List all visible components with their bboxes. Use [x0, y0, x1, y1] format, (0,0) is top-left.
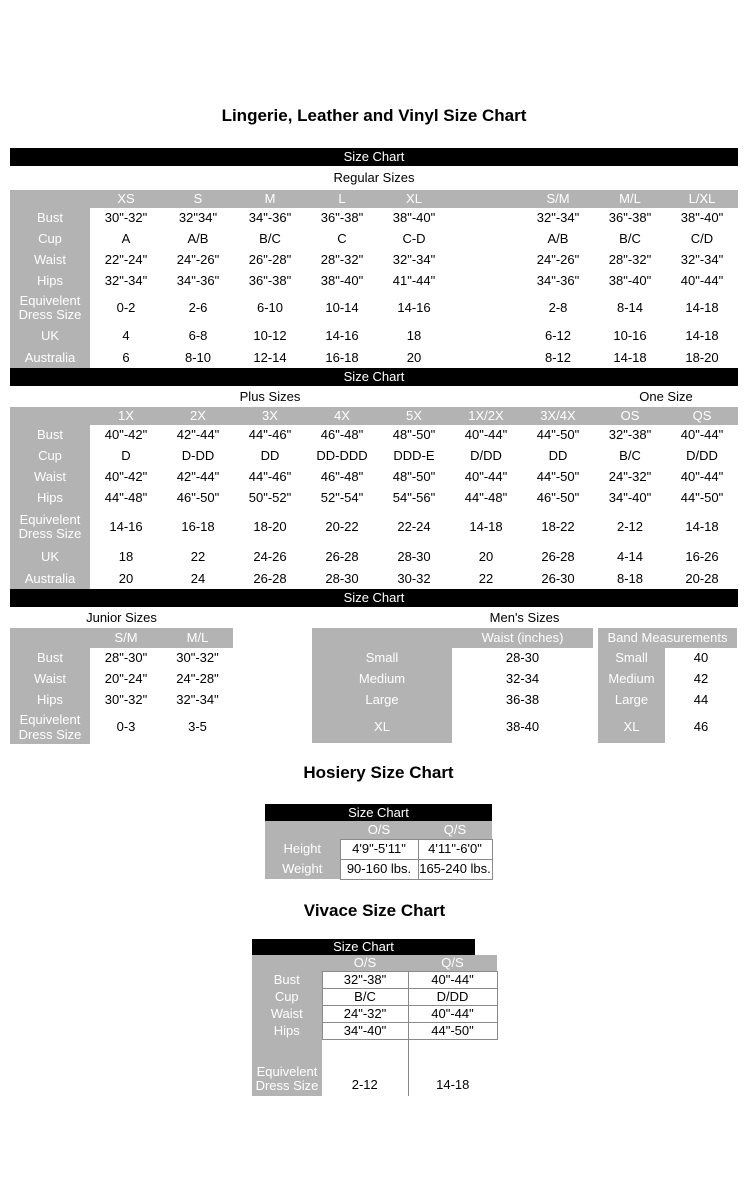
row-label-cell: UK: [10, 324, 90, 348]
spacer-cell: [450, 250, 522, 271]
value-cell: 32"-34": [666, 250, 738, 271]
value-cell: 24"-32": [594, 467, 666, 488]
value-cell: 38"-40": [306, 271, 378, 292]
value-cell: 24"-28": [162, 669, 233, 690]
column-header-cell: M/L: [594, 190, 666, 208]
value-cell: 14-18: [666, 324, 738, 348]
value-cell: 52"-54": [306, 488, 378, 509]
column-header-cell: Band Measurements: [598, 628, 737, 648]
value-cell: 16-18: [162, 509, 234, 545]
value-cell: 22-24: [378, 509, 450, 545]
vivace-title: Vivace Size Chart: [303, 900, 446, 920]
value-cell: 14-18: [594, 348, 666, 368]
value-cell: 48"-50": [378, 425, 450, 446]
row-label-cell: Bust: [10, 648, 90, 669]
column-header-cell: L/XL: [666, 190, 738, 208]
value-cell: 34"-36": [162, 271, 234, 292]
value-cell: 20-22: [306, 509, 378, 545]
row-label-cell: Equivelent Dress Size: [10, 509, 90, 545]
value-cell: 20: [378, 348, 450, 368]
table-row: [10, 509, 738, 545]
page-content: [10, 0, 738, 1096]
value-cell: 44"-46": [234, 425, 306, 446]
value-cell: 32"-34": [522, 208, 594, 229]
table-row: [312, 669, 737, 690]
spacer-cell: [450, 348, 522, 368]
value-cell: 6-12: [522, 324, 594, 348]
value-cell: 40"-42": [90, 467, 162, 488]
row-label-cell: Hips: [10, 488, 90, 509]
column-header-cell: XS: [90, 190, 162, 208]
value-cell: 28-30: [452, 648, 593, 669]
value-cell: 40"-42": [90, 425, 162, 446]
column-header-cell: M: [234, 190, 306, 208]
value-cell: B/C: [234, 229, 306, 250]
value-cell: 44"-50": [408, 1023, 497, 1040]
table-row: [312, 690, 737, 711]
table-row: [10, 446, 738, 467]
column-header-cell: Q/S: [408, 955, 497, 972]
row-label-cell: Waist: [10, 467, 90, 488]
value-cell: 32"-38": [322, 972, 408, 989]
value-cell: 42: [665, 669, 737, 690]
value-cell: 14-16: [90, 509, 162, 545]
value-cell: A/B: [522, 229, 594, 250]
table-row: [10, 324, 738, 348]
column-header-cell: 1X/2X: [450, 407, 522, 425]
value-cell: 32-34: [452, 669, 593, 690]
table-row: [10, 628, 233, 648]
value-cell: 32"-34": [90, 271, 162, 292]
table-row: [265, 839, 492, 859]
value-cell: 22: [162, 545, 234, 569]
value-cell: 20: [90, 569, 162, 589]
size-chart-bar: Size Chart: [10, 368, 738, 386]
column-header-cell: [312, 628, 452, 648]
value-cell: 16-26: [666, 545, 738, 569]
value-cell: 40"-44": [408, 972, 497, 989]
value-cell: 2-12: [594, 509, 666, 545]
value-cell: 30"-32": [90, 690, 162, 711]
table-row: [10, 690, 233, 711]
value-cell: 28-30: [306, 569, 378, 589]
value-cell: 28"-32": [306, 250, 378, 271]
value-cell: 26-30: [522, 569, 594, 589]
column-header-cell: Q/S: [418, 821, 492, 839]
table-row: [10, 229, 738, 250]
value-cell: 10-12: [234, 324, 306, 348]
hosiery-table: [265, 821, 493, 880]
value-cell: B/C: [594, 229, 666, 250]
value-cell: 44: [665, 690, 737, 711]
value-cell: 46: [665, 711, 737, 743]
value-cell: 26-28: [306, 545, 378, 569]
value-cell: 4-14: [594, 545, 666, 569]
column-header-cell: [10, 190, 90, 208]
hosiery-section: [265, 804, 492, 880]
value-cell: 24"-26": [162, 250, 234, 271]
table-row: [10, 208, 738, 229]
table-row: [252, 989, 497, 1006]
value-cell: 41"-44": [378, 271, 450, 292]
value-cell: 32"-34": [378, 250, 450, 271]
value-cell: 30-32: [378, 569, 450, 589]
value-cell: 2-6: [162, 292, 234, 324]
value-cell: 44"-46": [234, 467, 306, 488]
value-cell: 36"-38": [306, 208, 378, 229]
row-label-cell: Bust: [252, 972, 322, 989]
plus-sizes-table: [10, 407, 738, 589]
row-label-cell: XL: [598, 711, 665, 743]
value-cell: 14-18: [666, 509, 738, 545]
row-label-cell: Waist: [10, 250, 90, 271]
vivace-section: [252, 939, 497, 1096]
table-row: [252, 1040, 497, 1096]
one-size-label: One Size: [639, 389, 693, 404]
value-cell: 6-10: [234, 292, 306, 324]
value-cell: A/B: [162, 229, 234, 250]
value-cell: 44"-48": [90, 488, 162, 509]
table-row: [10, 250, 738, 271]
value-cell: 38"-40": [594, 271, 666, 292]
row-label-cell: Cup: [252, 989, 322, 1006]
value-cell: 20-28: [666, 569, 738, 589]
plus-sizes-label: Plus Sizes: [239, 389, 301, 404]
value-cell: 26-28: [234, 569, 306, 589]
value-cell: 44"-48": [450, 488, 522, 509]
column-header-cell: M/L: [162, 628, 233, 648]
value-cell: 0-2: [90, 292, 162, 324]
column-header-cell: QS: [666, 407, 738, 425]
spacer-cell: [450, 229, 522, 250]
value-cell: 20"-24": [90, 669, 162, 690]
row-label-cell: Large: [598, 690, 665, 711]
value-cell: 40"-44": [408, 1006, 497, 1023]
value-cell: 24"-32": [322, 1006, 408, 1023]
value-cell: 34"-36": [522, 271, 594, 292]
column-header-cell: 2X: [162, 407, 234, 425]
value-cell: 40: [665, 648, 737, 669]
column-header-cell: XL: [378, 190, 450, 208]
value-cell: 32"34": [162, 208, 234, 229]
regular-sizes-table: [10, 190, 738, 368]
column-header-cell: S/M: [522, 190, 594, 208]
size-chart-bar: Size Chart: [10, 148, 738, 166]
table-row: [10, 669, 233, 690]
table-row: [312, 711, 737, 743]
value-cell: 30"-32": [162, 648, 233, 669]
value-cell: 8-10: [162, 348, 234, 368]
column-header-cell: L: [306, 190, 378, 208]
value-cell: 90-160 lbs.: [340, 859, 418, 879]
value-cell: 165-240 lbs.: [418, 859, 492, 879]
value-cell: 32"-34": [162, 690, 233, 711]
value-cell: 8-12: [522, 348, 594, 368]
column-header-cell: O/S: [340, 821, 418, 839]
value-cell: 46"-50": [522, 488, 594, 509]
table-row: [252, 1023, 497, 1040]
value-cell: 28-30: [378, 545, 450, 569]
size-chart-bar: Size Chart: [10, 589, 738, 607]
column-header-cell: [10, 407, 90, 425]
value-cell: 8-14: [594, 292, 666, 324]
table-row: [252, 1006, 497, 1023]
value-cell: A: [90, 229, 162, 250]
table-row: [10, 271, 738, 292]
value-cell: 16-18: [306, 348, 378, 368]
value-cell: 34"-36": [234, 208, 306, 229]
value-cell: 3-5: [162, 711, 233, 744]
value-cell: 46"-48": [306, 425, 378, 446]
value-cell: D: [90, 446, 162, 467]
value-cell: C-D: [378, 229, 450, 250]
column-header-cell: 3X/4X: [522, 407, 594, 425]
value-cell: 40"-44": [666, 271, 738, 292]
value-cell: 24-26: [234, 545, 306, 569]
table-row: [312, 628, 737, 648]
value-cell: 26-28: [522, 545, 594, 569]
value-cell: B/C: [594, 446, 666, 467]
regular-sizes-label: Regular Sizes: [333, 170, 415, 185]
value-cell: 40"-44": [450, 467, 522, 488]
spacer-cell: [450, 271, 522, 292]
value-cell: DDD-E: [378, 446, 450, 467]
value-cell: 28"-32": [594, 250, 666, 271]
value-cell: D-DD: [162, 446, 234, 467]
column-header-cell: S: [162, 190, 234, 208]
table-row: [10, 292, 738, 324]
table-row: [252, 972, 497, 989]
row-label-cell: Medium: [312, 669, 452, 690]
spacer-cell: [450, 324, 522, 348]
value-cell: 8-18: [594, 569, 666, 589]
value-cell: C/D: [666, 229, 738, 250]
value-cell: 18-20: [234, 509, 306, 545]
table-row: [265, 859, 492, 879]
value-cell: 48"-50": [378, 467, 450, 488]
page-title: Lingerie, Leather and Vinyl Size Chart: [221, 106, 527, 125]
column-header-cell: [252, 955, 322, 972]
table-row: [10, 569, 738, 589]
column-header-cell: [265, 821, 340, 839]
plus-one-size-labels: [10, 386, 738, 407]
value-cell: 34"-40": [594, 488, 666, 509]
value-cell: 40"-44": [666, 425, 738, 446]
value-cell: 18-20: [666, 348, 738, 368]
value-cell: 54"-56": [378, 488, 450, 509]
value-cell: 6-8: [162, 324, 234, 348]
row-label-cell: Bust: [10, 208, 90, 229]
row-label-cell: Waist: [252, 1006, 322, 1023]
value-cell: DD-DDD: [306, 446, 378, 467]
value-cell: 38"-40": [666, 208, 738, 229]
value-cell: 38-40: [452, 711, 593, 743]
row-label-cell: Equivelent Dress Size: [10, 292, 90, 324]
value-cell: 36-38: [452, 690, 593, 711]
row-label-cell: Cup: [10, 229, 90, 250]
size-chart-bar: Size Chart: [252, 939, 475, 955]
row-label-cell: Hips: [10, 690, 90, 711]
value-cell: 42"-44": [162, 467, 234, 488]
value-cell: 2-12: [322, 1040, 408, 1096]
value-cell: 12-14: [234, 348, 306, 368]
value-cell: DD: [522, 446, 594, 467]
column-header-cell: O/S: [322, 955, 408, 972]
value-cell: C: [306, 229, 378, 250]
value-cell: 18: [378, 324, 450, 348]
value-cell: 4'9"-5'11": [340, 839, 418, 859]
value-cell: 18: [90, 545, 162, 569]
column-header-cell: 4X: [306, 407, 378, 425]
row-label-cell: Small: [312, 648, 452, 669]
value-cell: 18-22: [522, 509, 594, 545]
value-cell: D/DD: [450, 446, 522, 467]
value-cell: 42"-44": [162, 425, 234, 446]
vivace-table: [252, 955, 498, 1096]
value-cell: 14-18: [408, 1040, 497, 1096]
table-row: [312, 648, 737, 669]
column-header-cell: Waist (inches): [452, 628, 593, 648]
value-cell: 46"-50": [162, 488, 234, 509]
table-row: [252, 955, 497, 972]
value-cell: 46"-48": [306, 467, 378, 488]
value-cell: 50"-52": [234, 488, 306, 509]
value-cell: 6: [90, 348, 162, 368]
row-label-cell: Australia: [10, 569, 90, 589]
row-label-cell: Large: [312, 690, 452, 711]
value-cell: 28"-30": [90, 648, 162, 669]
value-cell: 4: [90, 324, 162, 348]
value-cell: 14-16: [306, 324, 378, 348]
row-label-cell: Hips: [10, 271, 90, 292]
value-cell: B/C: [322, 989, 408, 1006]
value-cell: DD: [234, 446, 306, 467]
value-cell: 44"-50": [522, 425, 594, 446]
table-row: [10, 648, 233, 669]
value-cell: 38"-40": [378, 208, 450, 229]
row-label-cell: Australia: [10, 348, 90, 368]
value-cell: 14-18: [666, 292, 738, 324]
value-cell: 24"-26": [522, 250, 594, 271]
value-cell: 22"-24": [90, 250, 162, 271]
table-row: [10, 467, 738, 488]
table-row: [10, 190, 738, 208]
value-cell: D/DD: [408, 989, 497, 1006]
value-cell: 44"-50": [522, 467, 594, 488]
value-cell: 14-16: [378, 292, 450, 324]
value-cell: 10-14: [306, 292, 378, 324]
column-header-cell: 5X: [378, 407, 450, 425]
value-cell: 0-3: [90, 711, 162, 744]
junior-mens-tables: [10, 628, 738, 744]
table-row: [10, 545, 738, 569]
value-cell: 20: [450, 545, 522, 569]
row-label-cell: Medium: [598, 669, 665, 690]
value-cell: D/DD: [666, 446, 738, 467]
value-cell: 34"-40": [322, 1023, 408, 1040]
junior-sizes-table: [10, 628, 233, 744]
column-header-cell: 1X: [90, 407, 162, 425]
column-header-cell: [450, 190, 522, 208]
table-row: [265, 821, 492, 839]
value-cell: 26"-28": [234, 250, 306, 271]
value-cell: 10-16: [594, 324, 666, 348]
value-cell: 4'11"-6'0": [418, 839, 492, 859]
spacer-cell: [450, 208, 522, 229]
junior-mens-labels: [10, 607, 738, 628]
table-row: [10, 711, 233, 744]
row-label-cell: Height: [265, 839, 340, 859]
row-label-cell: Hips: [252, 1023, 322, 1040]
row-label-cell: Bust: [10, 425, 90, 446]
value-cell: 24: [162, 569, 234, 589]
spacer-cell: [450, 292, 522, 324]
value-cell: 40"-44": [450, 425, 522, 446]
value-cell: 36"-38": [234, 271, 306, 292]
value-cell: 32"-38": [594, 425, 666, 446]
row-label-cell: Weight: [265, 859, 340, 879]
table-row: [10, 348, 738, 368]
junior-sizes-label: Junior Sizes: [86, 610, 157, 625]
table-row: [10, 488, 738, 509]
column-header-cell: OS: [594, 407, 666, 425]
row-label-cell: XL: [312, 711, 452, 743]
row-label-cell: Equivelent Dress Size: [252, 1040, 322, 1096]
value-cell: 30"-32": [90, 208, 162, 229]
row-label-cell: Cup: [10, 446, 90, 467]
column-header-cell: S/M: [90, 628, 162, 648]
hosiery-title: Hosiery Size Chart: [303, 763, 454, 782]
value-cell: 22: [450, 569, 522, 589]
size-chart-bar: Size Chart: [265, 804, 492, 821]
table-row: [10, 425, 738, 446]
value-cell: 44"-50": [666, 488, 738, 509]
value-cell: 40"-44": [666, 467, 738, 488]
mens-sizes-label: Men's Sizes: [489, 610, 560, 625]
value-cell: 36"-38": [594, 208, 666, 229]
row-label-cell: Small: [598, 648, 665, 669]
row-label-cell: Waist: [10, 669, 90, 690]
row-label-cell: Equivelent Dress Size: [10, 711, 90, 744]
column-header-cell: [10, 628, 90, 648]
row-label-cell: UK: [10, 545, 90, 569]
table-row: [10, 407, 738, 425]
value-cell: 14-18: [450, 509, 522, 545]
column-header-cell: 3X: [234, 407, 306, 425]
value-cell: 2-8: [522, 292, 594, 324]
mens-sizes-table: [312, 628, 737, 743]
